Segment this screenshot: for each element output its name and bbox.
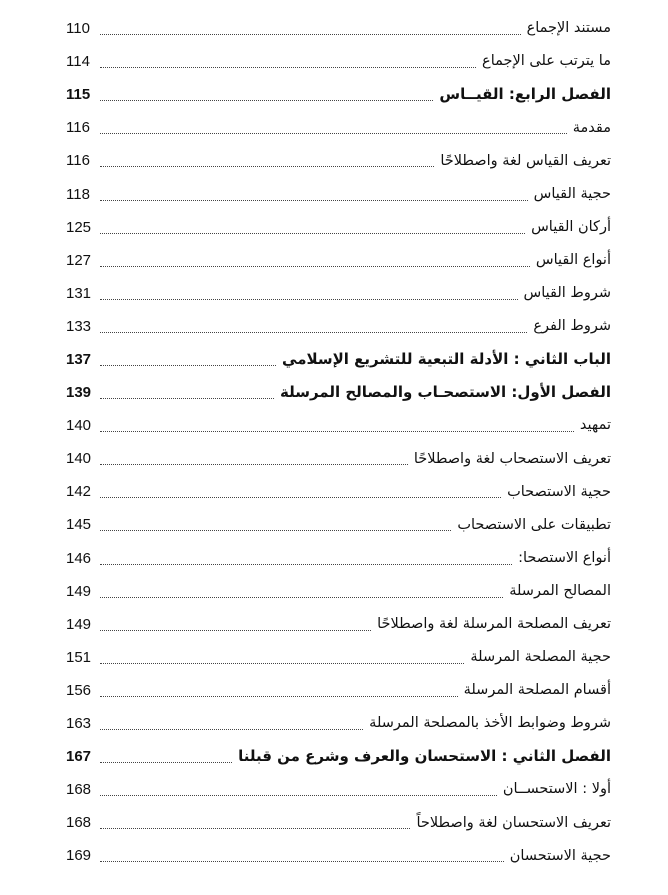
dot-leader [100, 752, 232, 763]
toc-entry-title: حجية الاستحسان [509, 847, 611, 864]
toc-entry-row [66, 839, 611, 872]
dot-leader [100, 256, 530, 267]
dot-leader [100, 57, 476, 68]
toc-entry-row [66, 277, 611, 310]
toc-heading-row [66, 343, 611, 376]
toc-page-number: 151 [66, 648, 92, 666]
toc-entry-title: حجية المصلحة المرسلة [470, 649, 611, 666]
toc-page-number: 149 [66, 615, 92, 633]
dot-leader [100, 587, 503, 598]
toc-page-number: 168 [66, 781, 92, 799]
toc-entry-title: أركان القياس [531, 218, 611, 235]
dot-leader [100, 520, 451, 531]
dot-leader [100, 388, 274, 399]
toc-page-number: 146 [66, 549, 92, 567]
toc-entry-title: أنواع القياس [535, 251, 611, 268]
toc-page-number: 149 [66, 582, 92, 600]
toc-entry-row [66, 773, 611, 806]
toc-entry-row [66, 12, 611, 45]
toc-page-number: 115 [66, 86, 91, 104]
toc-entry-title: شروط القياس [523, 285, 611, 302]
toc-page-number: 116 [66, 152, 90, 170]
dot-leader [100, 620, 371, 631]
toc-entry-row [66, 475, 611, 508]
toc-entry-title: مقدمة [572, 119, 611, 136]
dot-leader [100, 785, 497, 796]
toc-heading-row [66, 376, 611, 409]
toc-heading-row [66, 740, 611, 773]
toc-entry-row [66, 111, 611, 144]
toc-entry-title: تطبيقات على الاستصحاب [457, 516, 611, 533]
dot-leader [100, 686, 458, 697]
toc-page-number: 116 [66, 119, 90, 137]
toc-page-number: 125 [66, 218, 92, 236]
toc-page-number: 140 [66, 450, 92, 468]
toc-page-number: 131 [66, 284, 92, 302]
dot-leader [100, 190, 528, 201]
toc-entry-row [66, 508, 611, 541]
toc-entry-title: شروط وضوابط الأخذ بالمصلحة المرسلة [369, 715, 611, 732]
toc-entry-title: تعريف الاستحسان لغة واصطلاحاً [416, 814, 611, 831]
toc-entry-title: تعريف المصلحة المرسلة لغة واصطلاحًا [377, 615, 611, 632]
toc-entry-title: الفصل الرابع: القيــاس [439, 85, 611, 104]
dot-leader [100, 90, 433, 101]
toc-entry-row [66, 542, 611, 575]
dot-leader [100, 554, 512, 565]
toc-heading-row [66, 78, 611, 111]
toc-page-number: 163 [66, 715, 92, 733]
dot-leader [100, 123, 567, 134]
toc-page-number: 167 [66, 748, 92, 766]
toc-page-number: 137 [66, 350, 92, 368]
toc-page-number: 118 [66, 185, 90, 203]
dot-leader [100, 719, 363, 730]
toc-entry-title: المصالح المرسلة [509, 582, 611, 599]
dot-leader [100, 156, 434, 167]
toc-page-number: 139 [66, 384, 92, 402]
dot-leader [100, 421, 574, 432]
toc-entry-title: تعريف الاستصحاب لغة واصطلاحًا [413, 450, 611, 467]
toc-entry-title: مستند الإجماع [526, 20, 611, 37]
toc-entry-row [66, 442, 611, 475]
toc-page-number: 145 [66, 516, 92, 534]
dot-leader [100, 487, 501, 498]
toc-page-number: 169 [66, 847, 92, 865]
dot-leader [100, 223, 525, 234]
toc-entry-row [66, 608, 611, 641]
dot-leader [100, 851, 504, 862]
toc-entry-title: ما يترتب على الإجماع [482, 53, 611, 70]
toc-entry-title: الباب الثاني : الأدلة التبعية للتشريع الإسلامي [282, 349, 611, 368]
toc-page-number: 127 [66, 251, 92, 269]
toc-entry-title: الفصل الثاني : الاستحسان والعرف وشرع من قبلنا [238, 747, 611, 766]
toc-entry-row [66, 674, 611, 707]
toc-entry-title: أقسام المصلحة المرسلة [463, 682, 611, 699]
toc-entry-title: تمهيد [579, 417, 611, 434]
toc-entry-title: الفصل الأول: الاستصحـاب والمصالح المرسلة [279, 383, 611, 402]
dot-leader [100, 24, 521, 35]
toc-entry-row [66, 144, 611, 177]
toc-page-number: 168 [66, 814, 92, 832]
dot-leader [100, 454, 408, 465]
toc-entry-title: أولا : الاستحســان [502, 781, 611, 798]
toc-entry-row [66, 641, 611, 674]
toc-entry-title: حجية القياس [533, 185, 611, 202]
dot-leader [100, 653, 464, 664]
toc-page-number: 133 [66, 317, 92, 335]
dot-leader [100, 322, 527, 333]
toc-page-number: 156 [66, 681, 92, 699]
table-of-contents [66, 12, 611, 872]
toc-entry-title: حجية الاستصحاب [507, 483, 611, 500]
toc-entry-row [66, 575, 611, 608]
toc-entry-row [66, 806, 611, 839]
toc-entry-row [66, 707, 611, 740]
toc-entry-row [66, 310, 611, 343]
toc-entry-title: أنواع الاستصحا: [518, 549, 611, 566]
toc-entry-title: تعريف القياس لغة واصطلاحًا [440, 152, 611, 169]
dot-leader [100, 818, 410, 829]
toc-page-number: 110 [66, 20, 90, 38]
toc-page-number: 114 [66, 53, 90, 71]
toc-entry-title: شروط الفرع [533, 318, 611, 335]
toc-entry-row [66, 211, 611, 244]
toc-page-number: 140 [66, 417, 92, 435]
dot-leader [100, 289, 518, 300]
toc-entry-row [66, 45, 611, 78]
toc-entry-row [66, 177, 611, 210]
dot-leader [100, 355, 276, 366]
toc-entry-row [66, 244, 611, 277]
toc-entry-row [66, 409, 611, 442]
toc-page-number: 142 [66, 483, 92, 501]
